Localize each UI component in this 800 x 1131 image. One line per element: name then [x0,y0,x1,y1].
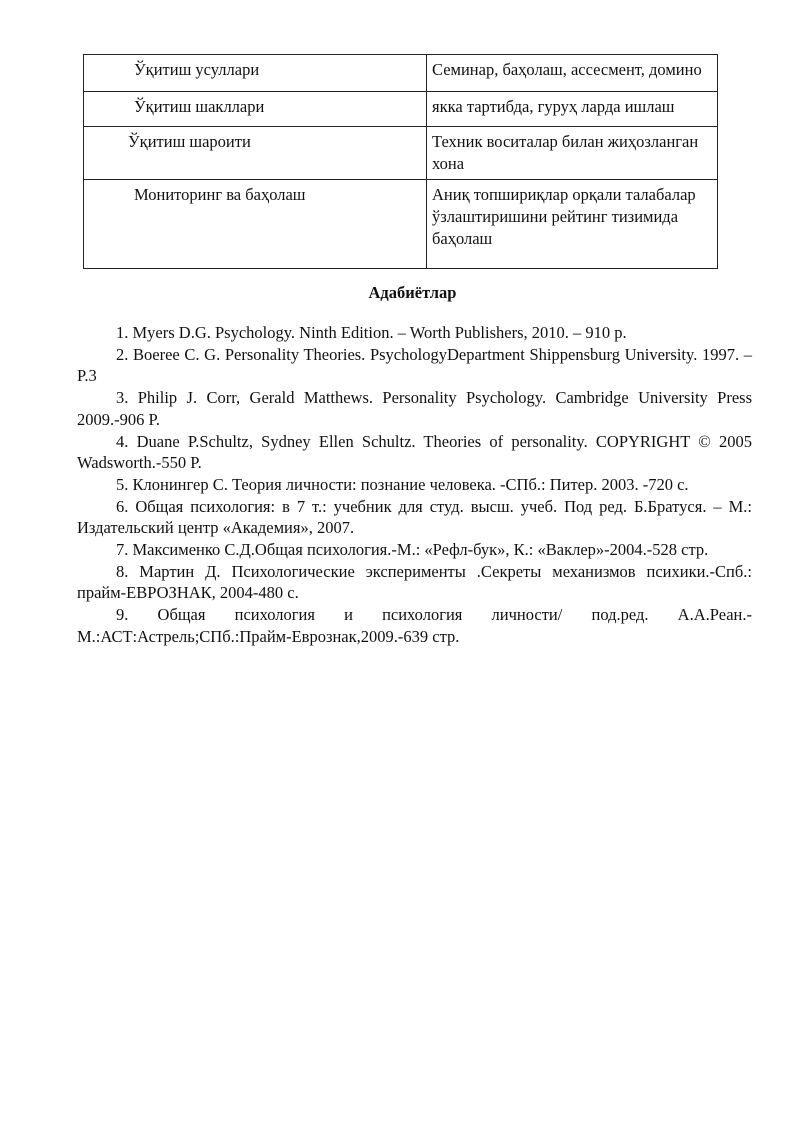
table-row [84,55,718,92]
reference-item: 1. Myers D.G. Psychology. Ninth Edition. – Worth Publishers, 2010. – 910 p. [116,323,627,342]
reference-item: 9. Общая психология и психология личности/ под.ред. А.А.Реан.-М.:АСТ:Астрель;СПб.:Прайм-Еврознак,2009.-639 стр. [77,605,752,646]
table-row [84,127,718,180]
references-list [77,322,752,648]
table-cell-label: Мониторинг ва баҳолаш [84,180,427,269]
reference-item: 4. Duane P.Schultz, Sydney Ellen Schultz. Theories of personality. COPYRIGHT © 2005 Wadsworth.-550 P. [77,431,752,473]
reference-item: 5. Клонингер С. Теория личности: познание человека. -СПб.: Питер. 2003. -720 с. [116,474,689,494]
reference-item: 3. Philip J. Corr, Gerald Matthews. Personality Psychology. Cambridge University Press 2009.-906 P. [77,388,752,429]
table-cell-value: Аниқ топшириқлар орқали талабалар ўзлаштиришини рейтинг тизимида баҳолаш [427,180,718,269]
table-cell-label: Ўқитиш шароити [84,127,427,180]
table-cell-value: Семинар, баҳолаш, ассесмент, домино [427,55,718,92]
table-cell-label: Ўқитиш шакллари [84,92,427,127]
teaching-info-table [83,54,718,269]
reference-item: 7. Максименко С.Д.Общая психология.-М.: «Рефл-бук», К.: «Ваклер»-2004.-528 стр. [116,540,709,560]
reference-item: 8. Мартин Д. Психологические эксперименты .Секреты механизмов психики.-Спб.: прайм-ЕВРОЗНАК, 2004-480 с. [77,561,752,603]
table-cell-label: Ўқитиш усуллари [84,55,427,92]
reference-item: 2. Boeree C. G. Personality Theories. PsychologyDepartment Shippensburg University. 1997. – P.3 [77,344,752,386]
reference-item: 6. Общая психология: в 7 т.: учебник для студ. высш. учеб. Под ред. Б.Братуся. – М.: Издательский центр «Академия», 2007. [77,496,752,538]
table-cell-value: Техник воситалар билан жиҳозланган хона [427,127,718,180]
table-row [84,180,718,269]
references-heading: Адабиётлар [368,283,457,302]
table-row [84,92,718,127]
table-cell-value: якка тартибда, гуруҳ ларда ишлаш [427,92,718,127]
